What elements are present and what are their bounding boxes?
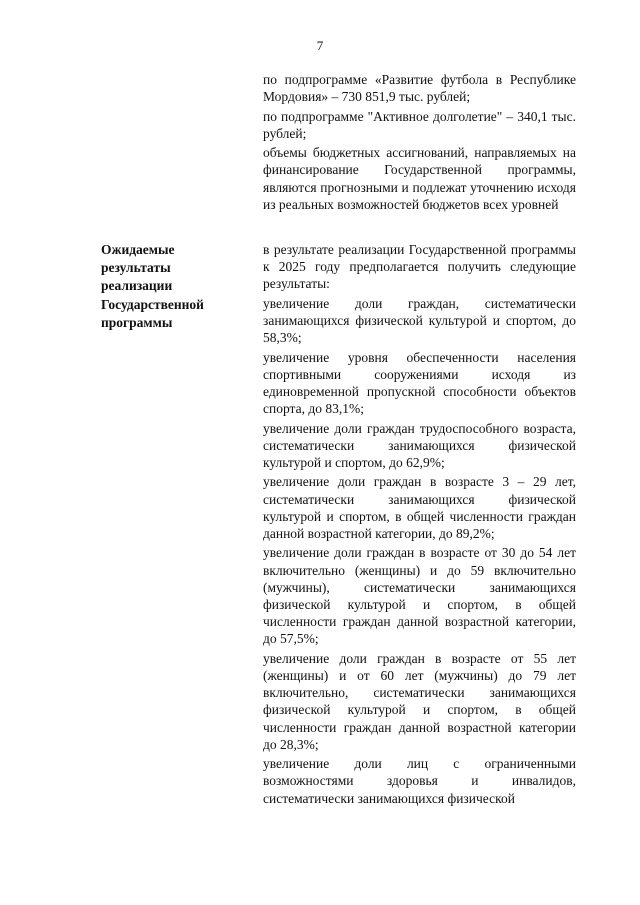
paragraph-results-intro: в результате реализации Государственной программы к 2025 году предполагается получить следующие результаты: (263, 242, 576, 292)
paragraph-result-item: увеличение уровня обеспеченности населения спортивными сооружениями исходя из единовременной пропускной способности объектов спорта, до 83,1%; (263, 349, 576, 417)
paragraph-result-item: увеличение доли граждан трудоспособного возраста, систематически занимающихся физической культурой и спортом, до 62,9%; (263, 420, 576, 470)
section-label-line: результаты (101, 260, 171, 276)
page-number: 7 (316, 38, 324, 53)
funding-continuation (263, 71, 576, 213)
section-label-expected-results (101, 241, 241, 332)
section-label-line: Государственной (101, 296, 204, 312)
paragraph-active-longevity-subprogram: по подпрограмме "Активное долголетие" – 340,1 тыс. рублей; (263, 108, 576, 141)
paragraph-result-item: увеличение доли граждан в возрасте от 30 до 54 лет включительно (женщины) и до 59 включительно (мужчины), систематически занимающихся физической культурой и спортом, в общей численности граждан данной возрастной категории, до 57,5%; (263, 545, 576, 647)
paragraph-football-subprogram: по подпрограмме «Развитие футбола в Республике Мордовия» – 730 851,9 тыс. рублей; (263, 72, 576, 105)
paragraph-result-item: увеличение доли граждан в возрасте от 55 лет (женщины) и от 60 лет (мужчины) до 79 лет включительно, систематически занимающихся физической культурой и спортом, в общей численности граждан данной возрастной категории до 28,3%; (263, 650, 576, 752)
paragraph-result-item: увеличение доли граждан, систематически занимающихся физической культурой и спортом, до 58,3%; (263, 295, 576, 346)
section-label-line: Ожидаемые (101, 242, 175, 257)
paragraph-result-item: увеличение доли лиц с ограниченными возможностями здоровья и инвалидов, систематически занимающихся физической (263, 756, 576, 806)
paragraph-result-item: увеличение доли граждан в возрасте 3 – 29 лет, систематически занимающихся физической культурой и спортом, в общей численности граждан данной возрастной категории, до 89,2%; (263, 474, 576, 541)
section-label-line: программы (101, 314, 173, 330)
paragraph-budget-forecast: объемы бюджетных ассигнований, направляемых на финансирование Государственной программы, являются прогнозными и подлежат уточнению исходя из реальных возможностей бюджетов всех уровней (263, 145, 576, 212)
section-label-line: реализации (101, 278, 173, 294)
expected-results-list (263, 241, 576, 807)
